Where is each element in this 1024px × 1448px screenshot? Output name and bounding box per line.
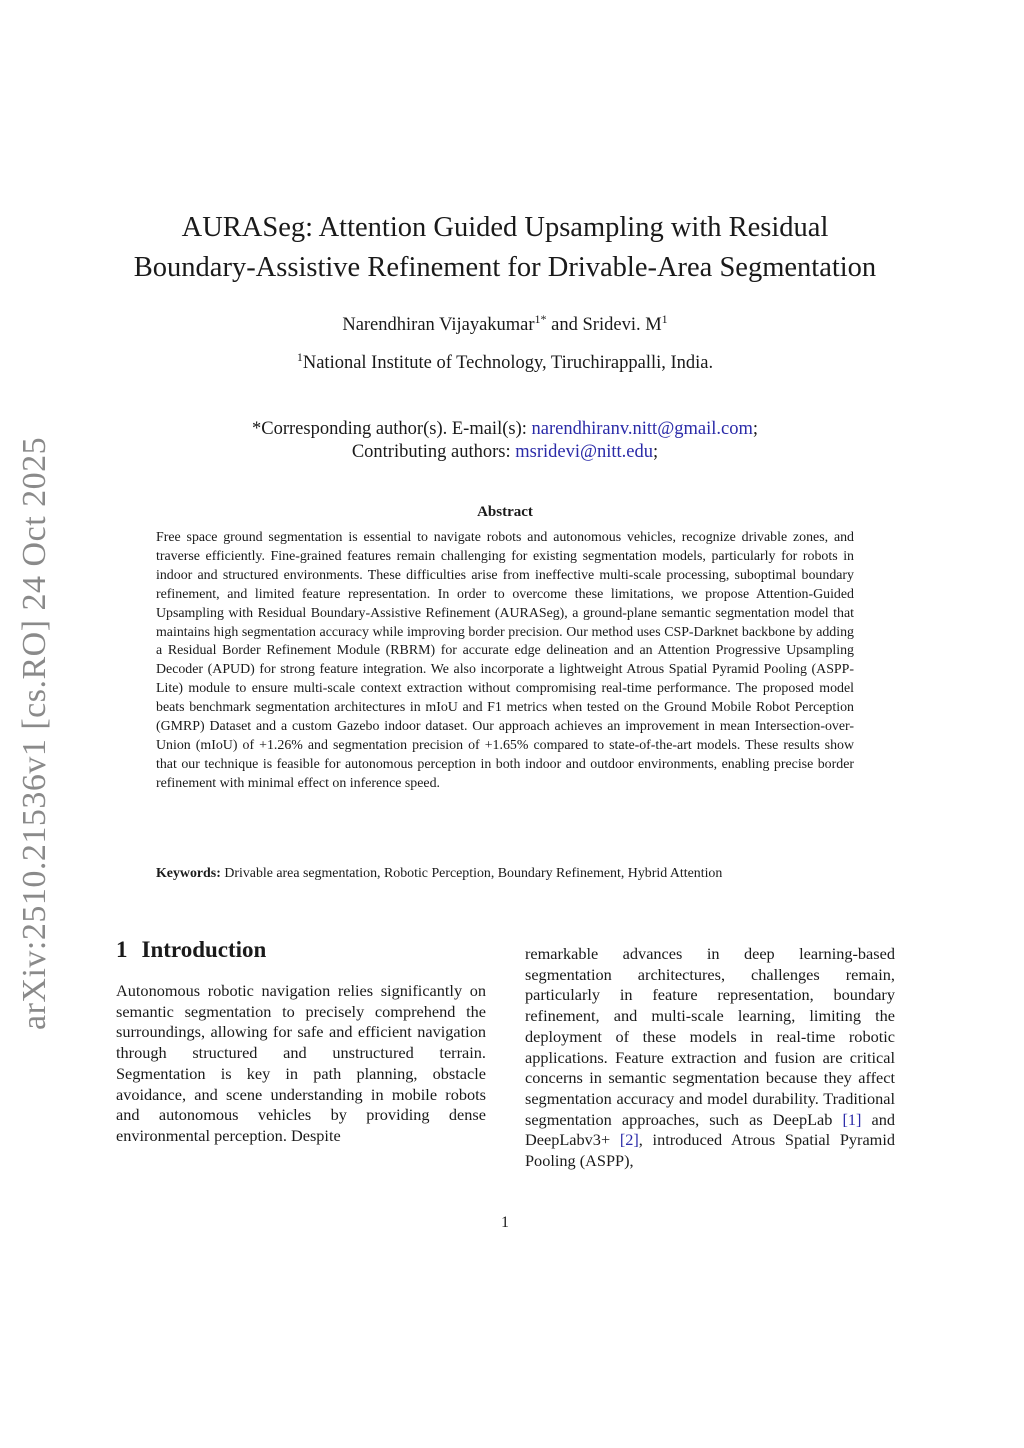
contributing-email-link[interactable]: msridevi@nitt.edu [515, 442, 654, 462]
body-column-left: Autonomous robotic navigation relies significantly on semantic segmentation to precisely comprehend the surroundings, allowing for safe and efficient navigation through structured and unstructured terrain. Segmentation is key in path planning, obstacle avoidance, and scene understanding in mobile robots and autonomous vehicles by providing dense environmental perception. Despite [116, 981, 486, 1145]
abstract-heading: Abstract [477, 504, 533, 520]
affiliation-mark: 1 [296, 350, 303, 364]
author-1: Narendhiran Vijayakumar [342, 315, 535, 335]
corresponding-author-line [100, 418, 910, 441]
body-right-text-2: and DeepLabv3+ [525, 1109, 900, 1150]
correspondence-block [100, 418, 910, 464]
corresponding-author-label: *Corresponding author(s). E-mail(s): [252, 419, 532, 439]
keywords [156, 866, 854, 882]
body-column-right [525, 944, 900, 1172]
contributing-authors-label: Contributing authors: [351, 442, 516, 462]
author-2: Sridevi. M [582, 315, 662, 335]
author-1-affiliation-mark: 1* [534, 312, 547, 326]
page-number: 1 [501, 1214, 509, 1231]
contributing-authors-line [100, 441, 910, 464]
paper-title [100, 208, 910, 288]
body-right-text-3: , introduced Atrous Spatial Pyramid Pooling (ASPP), [525, 1130, 895, 1171]
citation-link-2[interactable]: [2] [619, 1130, 639, 1150]
title-line-1: AURASeg: Attention Guided Upsampling with Residual [181, 212, 829, 243]
section-heading-introduction [116, 937, 266, 963]
author-connector: and [546, 315, 583, 335]
affiliation-text: National Institute of Technology, Tiruchirappalli, India. [302, 353, 714, 373]
affiliation [100, 350, 910, 374]
title-line-2: Boundary-Assistive Refinement for Drivable-Area Segmentation [133, 252, 877, 283]
corresponding-email-link[interactable]: narendhiranv.nitt@gmail.com [531, 419, 753, 439]
author-list [100, 312, 910, 336]
section-title: Introduction [141, 937, 267, 962]
section-number: 1 [116, 937, 128, 962]
keywords-label: Keywords: [156, 866, 221, 881]
author-2-affiliation-mark: 1 [661, 312, 668, 326]
corresponding-email-suffix: ; [752, 419, 758, 439]
contributing-email-suffix: ; [653, 442, 659, 462]
citation-link-1[interactable]: [1] [842, 1109, 862, 1129]
arxiv-stamp: arXiv:2510.21536v1 [cs.RO] 24 Oct 2025 [16, 436, 53, 1030]
keywords-text: Drivable area segmentation, Robotic Perception, Boundary Refinement, Hybrid Attention [224, 866, 723, 881]
body-right-text-1: remarkable advances in deep learning-based segmentation architectures, challenges remain, particularly in feature representation, boundary refinement, and multi-scale learning, limiting the deployment of these models in real-time robotic applications. Feature extraction and fusion are critical concerns in semantic segmentation because they affect segmentation accuracy and model durability. Traditional segmentation approaches, such as DeepLab [525, 944, 895, 1129]
abstract-text: Free space ground segmentation is essential to navigate robots and autonomous vehicles, recognize drivable zones, and traverse efficiently. Fine-grained features remain challenging for existing segmentation models, particularly for robots in indoor and structured environments. These difficulties arise from ineffective multi-scale processing, suboptimal boundary refinement, and limited feature representation. In order to overcome these limitations, we propose Attention-Guided Upsampling with Residual Boundary-Assistive Refinement (AURASeg), a ground-plane semantic segmentation model that maintains high segmentation accuracy while improving border precision. Our method uses CSP-Darknet backbone by adding a Residual Border Refinement Module (RBRM) for accurate edge delineation and an Attention Progressive Upsampling Decoder (APUD) for strong feature integration. We also incorporate a lightweight Atrous Spatial Pyramid Pooling (ASPP-Lite) module to ensure multi-scale context extraction without compromising real-time performance. The proposed model beats benchmark segmentation architectures in mIoU and F1 metrics when tested on the Ground Mobile Robot Perception (GMRP) Dataset and a custom Gazebo indoor dataset. Our approach achieves an improvement in mean Intersection-over-Union (mIoU) of +1.26% and segmentation precision of +1.65% compared to state-of-the-art models. These results show that our technique is feasible for autonomous perception in both indoor and outdoor environments, enabling precise border refinement with minimal effect on inference speed. [156, 530, 854, 791]
